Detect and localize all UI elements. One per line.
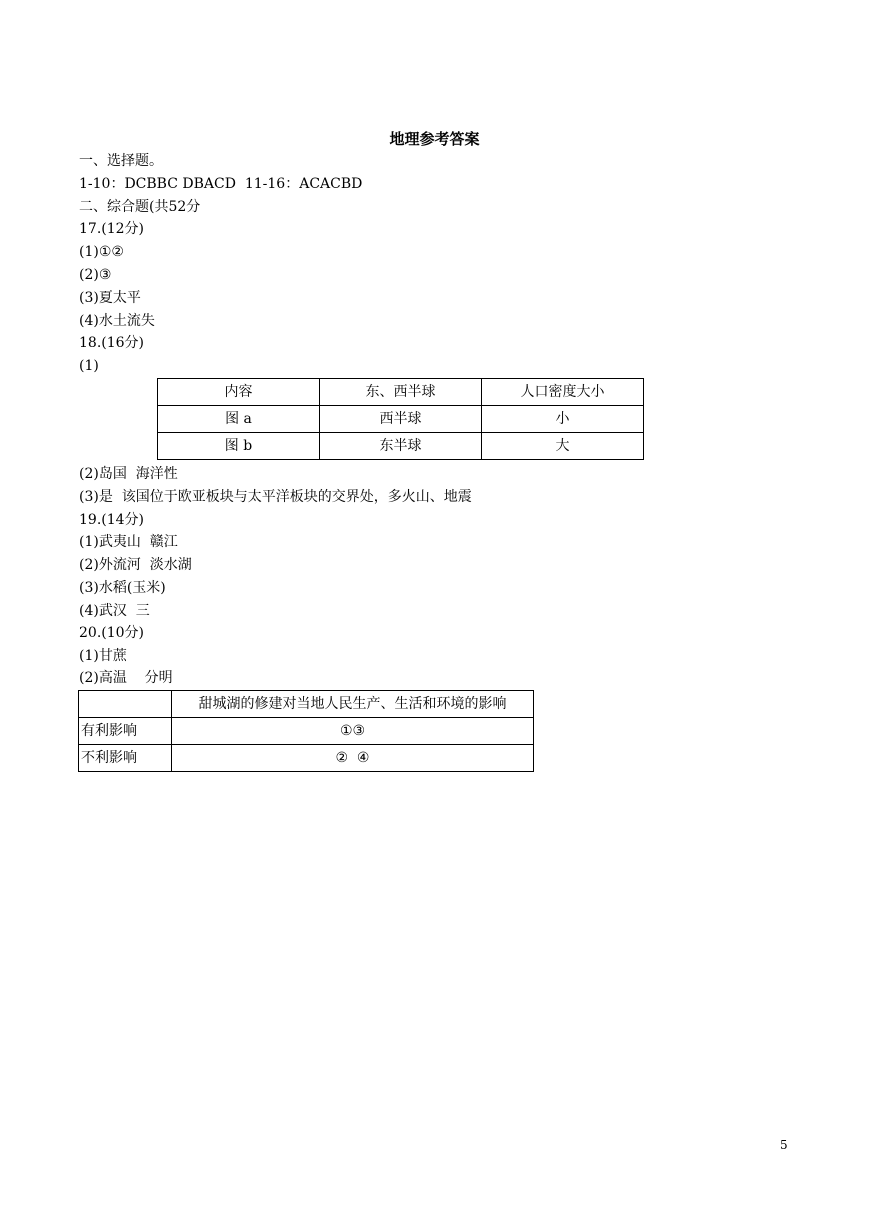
table-cell: 不利影响	[79, 745, 172, 772]
hemisphere-table	[157, 378, 644, 460]
table-header-row	[158, 379, 644, 406]
text-line: 一、选择题。	[79, 153, 163, 169]
table-header-cell: 东、西半球	[320, 379, 482, 406]
text-line: (1)	[79, 358, 99, 374]
table-cell: ② ④	[172, 745, 534, 772]
text-line: (3)夏太平	[79, 290, 141, 306]
table-cell: 大	[482, 433, 644, 460]
text-line: (4)武汉 三	[79, 603, 150, 619]
text-line: (3)是 该国位于欧亚板块与太平洋板块的交界处，多火山、地震	[79, 489, 472, 505]
table-header-cell: 内容	[158, 379, 320, 406]
text-line: 1-10：DCBBC DBACD 11-16：ACACBD	[79, 176, 363, 192]
text-line: 18.(16分)	[79, 335, 145, 351]
text-line: 17.(12分)	[79, 221, 145, 237]
text-line: 20.(10分)	[79, 625, 145, 641]
table-cell: 东半球	[320, 433, 482, 460]
text-line: (2)岛国 海洋性	[79, 466, 178, 482]
table-cell: 图 b	[158, 433, 320, 460]
text-line: 二、综合题(共52分	[79, 199, 201, 215]
text-line: (2)高温 分明	[79, 670, 173, 686]
lake-impact-table	[78, 690, 534, 772]
table-row	[158, 433, 644, 460]
page-number: 5	[780, 1138, 788, 1152]
table-row	[158, 406, 644, 433]
table-row	[79, 745, 534, 772]
table-cell: 小	[482, 406, 644, 433]
text-line: (1)甘蔗	[79, 648, 127, 664]
table-row	[79, 718, 534, 745]
text-line: (4)水土流失	[79, 313, 155, 329]
text-line: (3)水稻(玉米)	[79, 580, 166, 596]
table-cell: 图 a	[158, 406, 320, 433]
table-header-cell	[79, 691, 172, 718]
table-cell: 西半球	[320, 406, 482, 433]
text-line: 19.(14分)	[79, 512, 145, 528]
table-cell: 有利影响	[79, 718, 172, 745]
table-cell: ①③	[172, 718, 534, 745]
table-header-cell: 甜城湖的修建对当地人民生产、生活和环境的影响	[172, 691, 534, 718]
table-header-row	[79, 691, 534, 718]
page-title: 地理参考答案	[389, 130, 480, 148]
text-line: (2)外流河 淡水湖	[79, 557, 192, 573]
table-header-cell: 人口密度大小	[482, 379, 644, 406]
text-line: (1)武夷山 赣江	[79, 534, 178, 550]
text-line: (1)①②	[79, 244, 124, 260]
text-line: (2)③	[79, 267, 112, 283]
